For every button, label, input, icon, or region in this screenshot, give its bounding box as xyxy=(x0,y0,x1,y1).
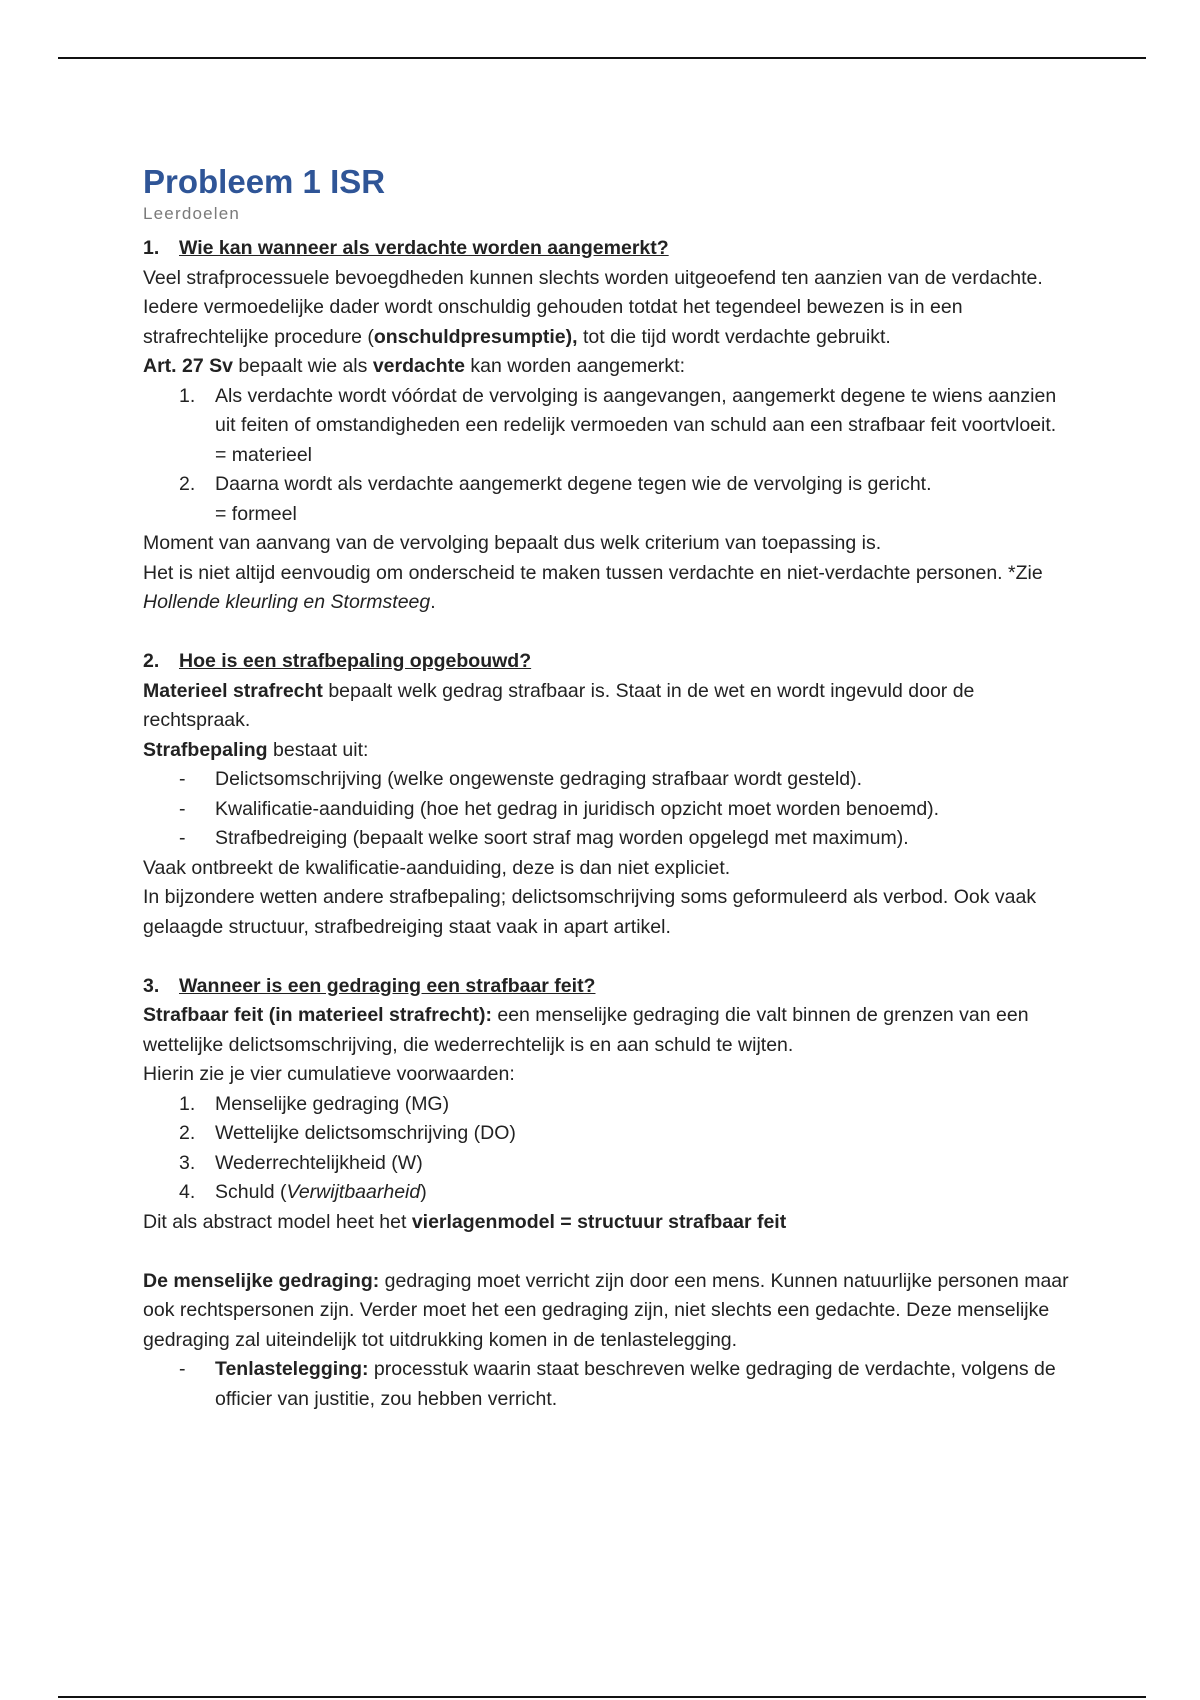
list-item xyxy=(143,1119,1073,1149)
paragraph xyxy=(143,1208,1073,1238)
list-marker: 2. xyxy=(179,473,196,495)
list-item xyxy=(143,1149,1073,1179)
list-item-text: Strafbedreiging (bepaalt welke soort straf mag worden opgelegd met maximum). xyxy=(215,827,909,849)
text-run: gedraging moet verricht zijn door een mens. Kunnen natuurlijke personen maar ook rechtspersonen zijn. Verder moet het een gedraging zijn, niet slechts een gedachte. Deze menselijke gedraging zal uiteindelijk tot uitdrukking komen in de tenlastelegging. xyxy=(143,1269,1069,1351)
paragraph xyxy=(143,1001,1073,1060)
list-item xyxy=(143,470,1073,529)
list-marker: 1. xyxy=(179,1092,196,1115)
paragraph xyxy=(143,677,1073,736)
list-item-text xyxy=(215,1355,1073,1414)
list-marker: 1. xyxy=(179,384,196,407)
text-run: Iedere vermoedelijke dader wordt onschuldig gehouden totdat het tegendeel bewezen is in een strafrechtelijke procedure ( xyxy=(143,296,963,348)
list-marker: - xyxy=(179,797,186,820)
bold-term: De menselijke gedraging: xyxy=(143,1269,380,1292)
paragraph: Moment van aanvang van de vervolging bepaalt dus welk criterium van toepassing is. xyxy=(143,532,882,554)
italic-term: Verwijtbaarheid xyxy=(286,1181,421,1203)
list-item-note: = materieel xyxy=(215,443,313,466)
header-rule xyxy=(58,57,1146,59)
page-title: Probleem 1 ISR xyxy=(143,163,386,200)
list-item xyxy=(143,1090,1073,1120)
page-subtitle: Leerdoelen xyxy=(143,204,241,223)
list-item xyxy=(143,795,1073,825)
section-number: 3. xyxy=(143,974,160,997)
text-run: . xyxy=(430,591,436,613)
document-body xyxy=(143,162,1073,1414)
list-item-text: Daarna wordt als verdachte aangemerkt degene tegen wie de vervolging is gericht. xyxy=(215,473,932,495)
list-item-text: Delictsomschrijving (welke ongewenste gedraging strafbaar wordt gesteld). xyxy=(215,768,863,790)
list-item-text xyxy=(215,1178,1073,1208)
section-1-heading xyxy=(143,234,1073,264)
list-item-text: Wederrechtelijkheid (W) xyxy=(215,1151,423,1174)
list-marker: - xyxy=(179,768,186,790)
bold-term: Art. 27 Sv xyxy=(143,355,233,377)
paragraph xyxy=(143,1267,1073,1356)
footer-rule xyxy=(58,1696,1146,1698)
bold-term: Materieel strafrecht xyxy=(143,679,323,702)
list-marker: - xyxy=(179,1358,186,1380)
paragraph xyxy=(143,736,1073,766)
text-run: Schuld ( xyxy=(215,1181,287,1203)
list-item-text: Menselijke gedraging (MG) xyxy=(215,1092,450,1115)
list-marker: 2. xyxy=(179,1122,196,1144)
list-marker: 3. xyxy=(179,1151,196,1174)
bold-term: vierlagenmodel = structuur strafbaar feit xyxy=(411,1210,787,1233)
paragraph: Veel strafprocessuele bevoegdheden kunnen slechts worden uitgeoefend ten aanzien van de verdachte. xyxy=(143,266,1043,289)
list-marker: 4. xyxy=(179,1181,196,1203)
text-run: kan worden aangemerkt: xyxy=(464,355,685,377)
section-2-heading xyxy=(143,647,1073,677)
text-run: ) xyxy=(420,1181,427,1203)
text-run: bepaalt welk gedrag strafbaar is. Staat in de wet en wordt ingevuld door de rechtspraak. xyxy=(143,679,975,731)
list-item xyxy=(143,824,1073,854)
section-title: Hoe is een strafbepaling opgebouwd? xyxy=(179,650,532,672)
text-run: bestaat uit: xyxy=(267,738,369,761)
text-run: processtuk waarin staat beschreven welke gedraging de verdachte, volgens de officier van justitie, zou hebben verricht. xyxy=(215,1358,1056,1410)
list-item-text: Als verdachte wordt vóórdat de vervolging is aangevangen, aangemerkt degene te wiens aanzien uit feiten of omstandigheden een redelijk vermoeden van schuld aan een strafbaar feit voortvloeit. xyxy=(215,384,1057,436)
section-number: 2. xyxy=(143,650,160,672)
bold-term: Strafbepaling xyxy=(143,738,268,761)
list-item xyxy=(143,1355,1073,1414)
list-item-text: Kwalificatie-aanduiding (hoe het gedrag in juridisch opzicht moet worden benoemd). xyxy=(215,797,940,820)
text-run: bepaalt wie als xyxy=(232,355,373,377)
paragraph xyxy=(143,559,1073,618)
paragraph: Vaak ontbreekt de kwalificatie-aanduiding, deze is dan niet expliciet. xyxy=(143,856,731,879)
text-run: Het is niet altijd eenvoudig om onderscheid te maken tussen verdachte en niet-verdachte personen. *Zie xyxy=(143,561,1043,584)
paragraph xyxy=(143,293,1073,352)
paragraph xyxy=(143,352,1073,382)
list-marker: - xyxy=(179,827,186,849)
bold-term: verdachte xyxy=(372,355,465,377)
italic-reference: Hollende kleurling en Stormsteeg xyxy=(143,591,431,613)
list-item xyxy=(143,1178,1073,1208)
list-item xyxy=(143,382,1073,471)
text-run: Dit als abstract model heet het xyxy=(143,1210,412,1233)
paragraph: Hierin zie je vier cumulatieve voorwaarden: xyxy=(143,1063,515,1085)
paragraph: In bijzondere wetten andere strafbepaling; delictsomschrijving soms geformuleerd als verbod. Ook vaak gelaagde structuur, strafbedreiging staat vaak in apart artikel. xyxy=(143,886,1037,938)
text-run: tot die tijd wordt verdachte gebruikt. xyxy=(577,325,891,348)
section-title: Wanneer is een gedraging een strafbaar feit? xyxy=(179,974,596,997)
list-item-text: Wettelijke delictsomschrijving (DO) xyxy=(215,1122,516,1144)
bold-term: Strafbaar feit (in materieel strafrecht): xyxy=(143,1004,492,1026)
list-item xyxy=(143,765,1073,795)
bold-term: Tenlastelegging: xyxy=(215,1358,369,1380)
section-title: Wie kan wanneer als verdachte worden aangemerkt? xyxy=(179,237,669,259)
section-number: 1. xyxy=(143,237,160,259)
bold-term: onschuldpresumptie), xyxy=(373,325,578,348)
section-3-heading xyxy=(143,972,1073,1002)
text-run: een menselijke gedraging die valt binnen de grenzen van een wettelijke delictsomschrijving, die wederrechtelijk is en aan schuld te wijten. xyxy=(143,1004,1029,1056)
list-item-note: = formeel xyxy=(215,502,297,525)
